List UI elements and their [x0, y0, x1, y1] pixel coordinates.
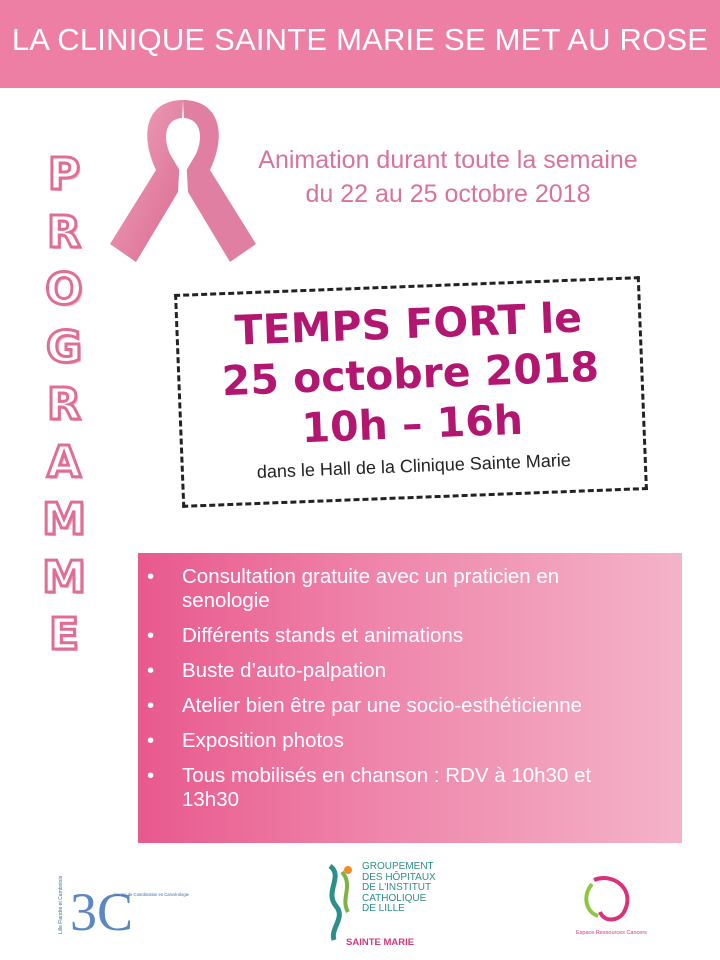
activity-text: Consultation gratuite avec un praticien en senologie	[182, 565, 560, 612]
groupement-line: GROUPEMENT	[362, 861, 434, 872]
list-item	[138, 729, 682, 753]
groupement-line: DES HÔPITAUX	[362, 871, 436, 883]
highlight-hours: 10h – 16h	[300, 395, 524, 453]
groupement-name: SAINTE MARIE	[346, 937, 415, 948]
bullet-icon: •	[147, 729, 155, 752]
activity-text: Atelier bien être par une socio-esthéticienne	[182, 694, 582, 717]
subtitle	[238, 143, 658, 211]
three-c-mark: 3C	[70, 882, 134, 942]
bullet-icon: •	[147, 624, 155, 647]
programme-letter: O	[45, 264, 83, 315]
programme-letter: G	[45, 321, 83, 373]
activity-text: Différents stands et animations	[182, 624, 464, 647]
activity-text: Buste d’auto-palpation	[182, 659, 387, 682]
list-item	[138, 659, 682, 683]
three-c-text: Centre de Coordination en Cancérologie	[114, 892, 189, 897]
programme-letter: P	[47, 149, 81, 200]
list-item	[138, 694, 682, 718]
programme-letter: M	[42, 494, 86, 545]
highlight-location: dans le Hall de la Clinique Sainte Marie	[256, 449, 572, 482]
highlight-date: 25 octobre 2018	[220, 342, 600, 406]
activity-text: Exposition photos	[182, 729, 344, 752]
activity-text: Tous mobilisés en chanson : RDV à 10h30 et 13h30	[182, 764, 592, 811]
bullet-icon: •	[147, 565, 155, 588]
list-item	[138, 624, 682, 648]
programme-letter: R	[47, 379, 81, 430]
three-c-logo	[56, 872, 189, 942]
espace-text: Espace Ressources Cancers	[576, 930, 647, 936]
page-title: LA CLINIQUE SAINTE MARIE SE MET AU ROSE	[11, 22, 709, 57]
activities-panel	[138, 553, 682, 843]
programme-letter: M	[42, 551, 86, 603]
activities-list	[138, 553, 682, 812]
groupement-line: CATHOLIQUE	[362, 892, 427, 904]
bullet-icon: •	[147, 694, 155, 717]
programme-letter: A	[46, 436, 82, 488]
groupement-figure-icon	[320, 862, 360, 942]
subtitle-line-2: du 22 au 25 octobre 2018	[305, 180, 591, 208]
groupement-text	[362, 862, 452, 915]
programme-letter: E	[48, 609, 80, 660]
espace-ressources-logo	[574, 872, 647, 942]
groupement-hopitaux-logo	[320, 858, 450, 950]
programme-vertical-title	[36, 146, 92, 664]
bullet-icon: •	[147, 659, 155, 682]
highlight-box	[174, 276, 648, 508]
subtitle-line-1: Animation durant toute la semaine	[258, 146, 638, 174]
list-item	[138, 764, 682, 812]
groupement-line: DE LILLE	[362, 903, 405, 914]
header-banner	[0, 0, 720, 88]
bullet-icon: •	[147, 764, 155, 787]
highlight-title: TEMPS FORT le	[233, 293, 583, 355]
list-item	[138, 565, 682, 613]
pink-ribbon-icon	[108, 92, 258, 274]
groupement-line: DE L'INSTITUT	[362, 882, 432, 893]
three-c-side-text: Lille Flandre et Cambrésis	[58, 875, 64, 934]
programme-letter: R	[47, 206, 81, 258]
